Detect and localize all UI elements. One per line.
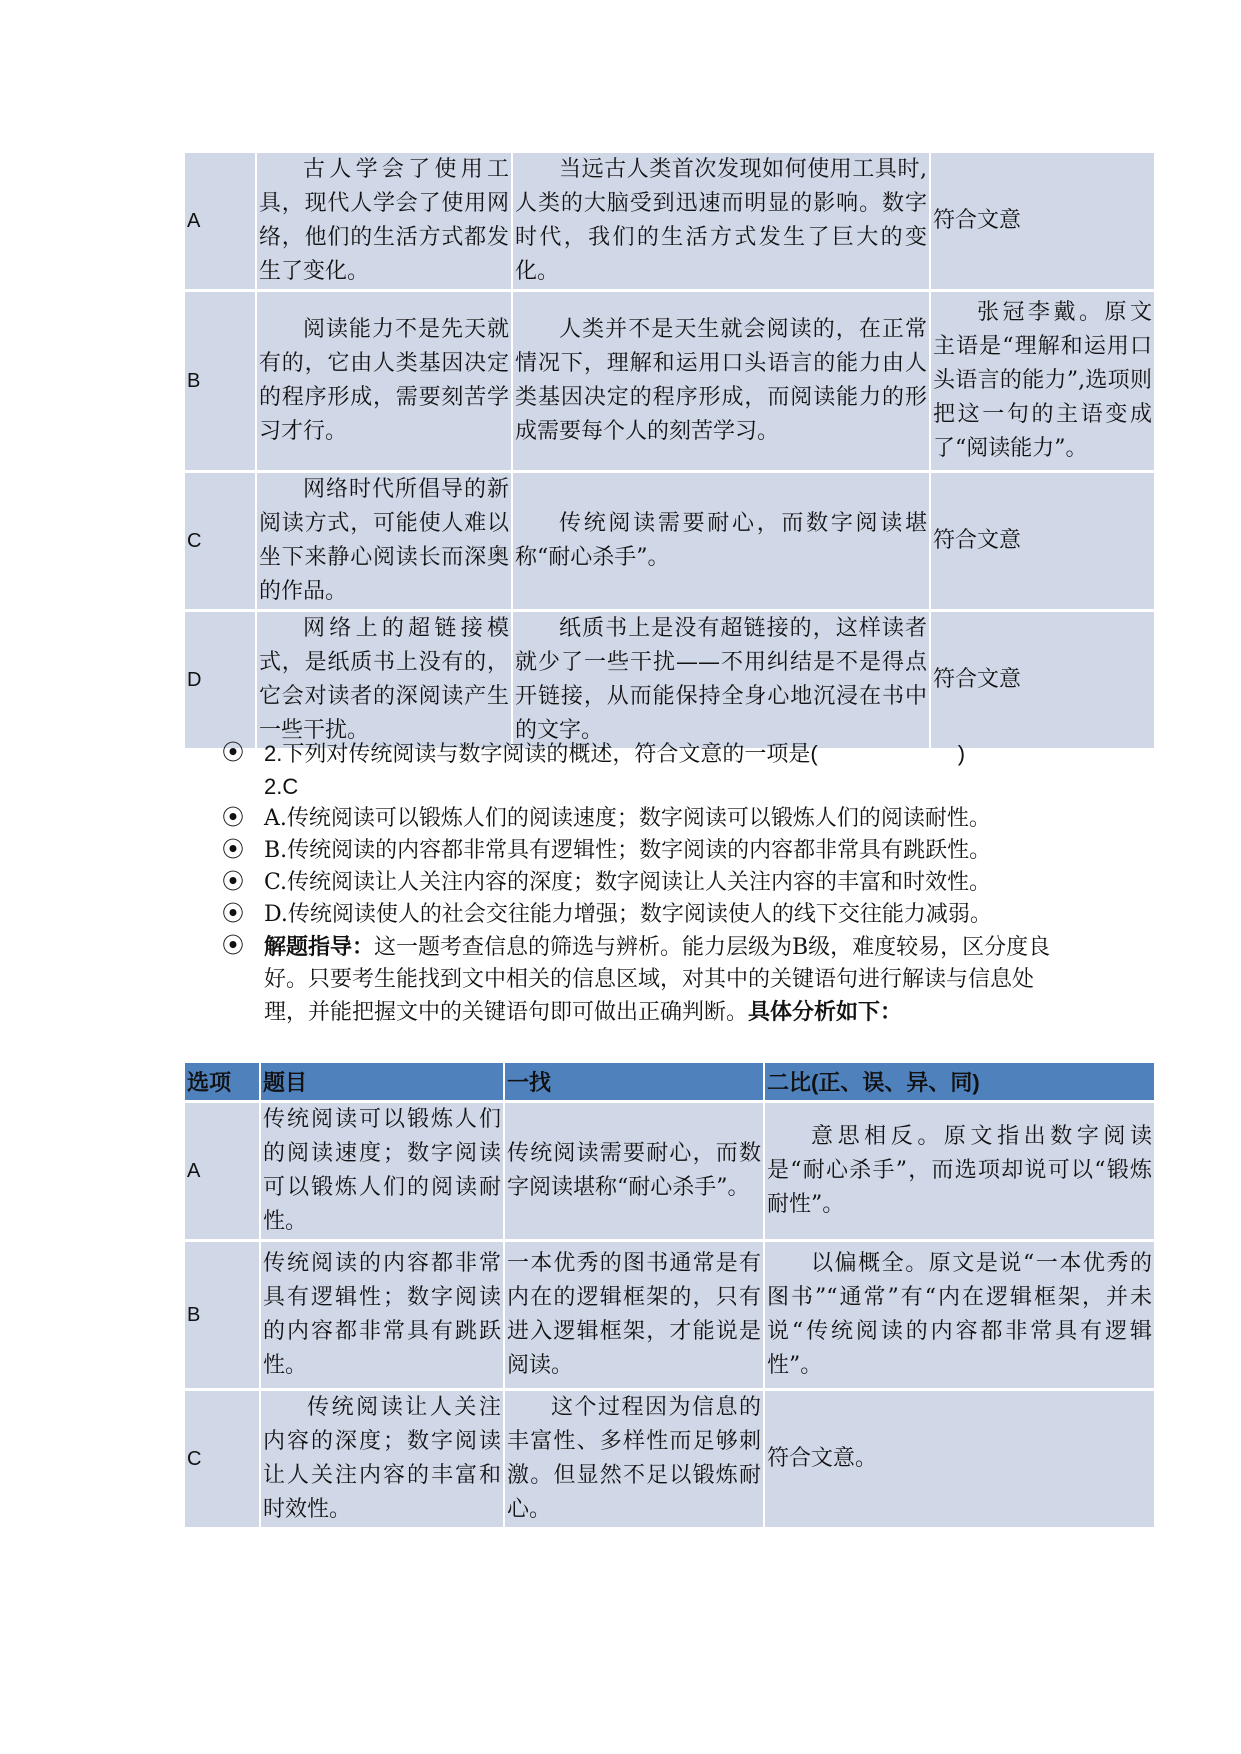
found-text: 这个过程因为信息的丰富性、多样性而足够刺激。但显然不足以锻炼耐心。	[505, 1391, 765, 1530]
original-text: 人类并不是天生就会阅读的，在正常情况下，理解和运用口头语言的能力由人类基因决定的程序形成，而阅读能力的形成需要每个人的刻苦学习。	[513, 292, 931, 473]
analysis-table	[185, 1063, 1154, 1530]
option-label: A	[185, 1103, 261, 1242]
question-stem: ⦿ 2.下列对传统阅读与数字阅读的概述，符合文意的一项是( ) 2.C	[222, 738, 1062, 803]
answer-text: 2.C	[264, 774, 299, 799]
guide-tail: 具体分析如下：	[748, 999, 903, 1025]
option-b: ⦿ B.传统阅读的内容都非常具有逻辑性；数字阅读的内容都非常具有跳跃性。	[222, 835, 1062, 867]
table-row	[185, 1103, 1154, 1242]
option-label: B	[185, 292, 257, 473]
solution-guide	[222, 931, 1062, 1029]
table-header-row	[185, 1063, 1154, 1103]
analysis: 符合文意	[931, 612, 1154, 751]
table-row	[185, 473, 1154, 612]
guide-title: 解题指导：	[264, 934, 375, 960]
option-label: A	[185, 153, 257, 292]
found-text: 一本优秀的图书通常是有内在的逻辑框架的，只有进入逻辑框架，才能说是阅读。	[505, 1242, 765, 1391]
radio-bullet-icon: ⦿	[222, 934, 245, 959]
option-statement: 网络上的超链接模式，是纸质书上没有的，它会对读者的深阅读产生一些干扰。	[257, 612, 513, 751]
table-row	[185, 292, 1154, 473]
column-header: 二比(正、误、异、同)	[765, 1063, 1154, 1103]
question-option: 传统阅读让人关注内容的深度；数字阅读让人关注内容的丰富和时效性。	[261, 1391, 505, 1530]
guide-text: 这一题考查信息的筛选与辨析。能力层级为B级，难度较易，区分度良好。只要考生能找到文中相关的信息区域，对其中的关键语句进行解读与信息处理，并能把握文中的关键语句即可做出正确判断。	[264, 935, 1051, 1025]
radio-bullet-icon: ⦿	[222, 741, 245, 766]
column-header: 选项	[185, 1063, 261, 1103]
table-row	[185, 1391, 1154, 1530]
option-statement: 古人学会了使用工具，现代人学会了使用网络，他们的生活方式都发生了变化。	[257, 153, 513, 292]
question-option: 传统阅读可以锻炼人们的阅读速度；数字阅读可以锻炼人们的阅读耐性。	[261, 1103, 505, 1242]
option-d: ⦿ D.传统阅读使人的社会交往能力增强；数字阅读使人的线下交往能力减弱。	[222, 899, 1062, 931]
found-text: 传统阅读需要耐心，而数字阅读堪称“耐心杀手”。	[505, 1103, 765, 1242]
analysis: 符合文意	[931, 473, 1154, 612]
analysis: 符合文意	[931, 153, 1154, 292]
original-text: 当远古人类首次发现如何使用工具时,人类的大脑受到迅速而明显的影响。数字时代，我们的生活方式发生了巨大的变化。	[513, 153, 931, 292]
option-label: D	[185, 612, 257, 751]
comparison: 符合文意。	[765, 1391, 1154, 1530]
comparison-table-1	[185, 153, 1154, 751]
column-header: 一找	[505, 1063, 765, 1103]
option-statement: 阅读能力不是先天就有的，它由人类基因决定的程序形成，需要刻苦学习才行。	[257, 292, 513, 473]
radio-bullet-icon: ⦿	[222, 870, 245, 895]
original-text: 纸质书上是没有超链接的，这样读者就少了一些干扰——不用纠结是不是得点开链接，从而能保持全身心地沉浸在书中的文字。	[513, 612, 931, 751]
radio-bullet-icon: ⦿	[222, 838, 245, 863]
option-statement: 网络时代所倡导的新阅读方式，可能使人难以坐下来静心阅读长而深奥的作品。	[257, 473, 513, 612]
original-text: 传统阅读需要耐心，而数字阅读堪称“耐心杀手”。	[513, 473, 931, 612]
radio-bullet-icon: ⦿	[222, 902, 245, 927]
table-row	[185, 153, 1154, 292]
analysis: 张冠李戴。原文主语是“理解和运用口头语言的能力”,选项则把这一句的主语变成了“阅读能力”。	[931, 292, 1154, 473]
question-list	[222, 738, 1062, 1029]
option-c: ⦿ C.传统阅读让人关注内容的深度；数字阅读让人关注内容的丰富和时效性。	[222, 867, 1062, 899]
option-label: C	[185, 473, 257, 612]
option-a: ⦿ A.传统阅读可以锻炼人们的阅读速度；数字阅读可以锻炼人们的阅读耐性。	[222, 803, 1062, 835]
option-label: B	[185, 1242, 261, 1391]
question-option: 传统阅读的内容都非常具有逻辑性；数字阅读的内容都非常具有跳跃性。	[261, 1242, 505, 1391]
option-label: C	[185, 1391, 261, 1530]
table-row	[185, 612, 1154, 751]
radio-bullet-icon: ⦿	[222, 806, 245, 831]
comparison: 意思相反。原文指出数字阅读是“耐心杀手”，而选项却说可以“锻炼耐性”。	[765, 1103, 1154, 1242]
table-row	[185, 1242, 1154, 1391]
comparison: 以偏概全。原文是说“一本优秀的图书”“通常”有“内在逻辑框架，并未说“传统阅读的内容都非常具有逻辑性”。	[765, 1242, 1154, 1391]
column-header: 题目	[261, 1063, 505, 1103]
